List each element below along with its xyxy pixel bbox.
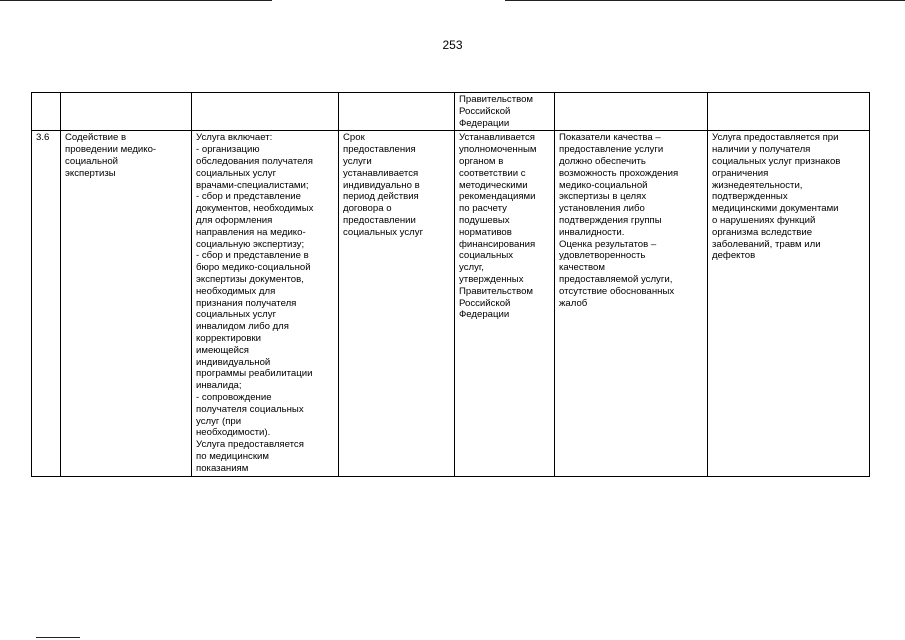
cell-line: должно обеспечить [559,155,646,167]
cell-line: Содействие в [65,132,127,144]
cell-line: Федерации [459,309,510,321]
cell-line: индивидуально в [343,179,420,191]
cell-service-name [61,131,192,476]
cell-service-term [339,131,455,476]
cell-line: Услуга включает: [196,132,273,144]
cell-line: установления либо [559,203,645,215]
cell-empty [555,93,708,131]
cell-line: социальной [65,155,119,167]
cell-line: по расчету [459,203,507,215]
cell-empty [192,93,339,131]
services-table [31,92,870,477]
cell-norm-continuation [455,93,555,131]
cell-line: показаниям [196,462,249,474]
cell-empty [708,93,870,131]
cell-line: Услуга предоставляется [196,439,304,451]
cell-line: экспертизы [65,167,116,179]
cell-line: предоставляемой услуги, [559,273,673,285]
cell-line: предоставлении [343,214,416,226]
cell-line: подушевых [459,214,510,226]
cell-line: устанавливается [343,167,419,179]
scan-edge-top-left [0,0,272,1]
cell-line: подтвержденных [712,191,788,203]
cell-line: врачами-специалистами; [196,179,309,191]
cell-line: наличии у получателя [712,144,811,156]
cell-line: проведении медико- [65,144,157,156]
page-number: 253 [442,38,463,52]
cell-line: удовлетворенность [559,250,646,262]
cell-line: программы реабилитации [196,368,313,380]
cell-line: экспертизы в целях [559,191,647,203]
cell-line: инвалида; [196,380,242,392]
cell-empty [61,93,192,131]
cell-line: для оформления [196,214,273,226]
cell-line: - сбор и представление в [196,250,309,262]
table-row-service [32,131,870,476]
cell-line: жизнедеятельности, [712,179,803,191]
cell-line: социальных услуг [196,167,277,179]
cell-line: Российской [459,297,511,309]
cell-service-content [192,131,339,476]
cell-line: Федерации [459,117,510,129]
cell-line: Устанавливается [459,132,535,144]
cell-line: организма вследствие [712,226,813,238]
cell-line: социальную экспертизу; [196,238,305,250]
cell-line: Правительством [459,285,534,297]
cell-line: признания получателя [196,297,297,309]
cell-line: методическими [459,179,528,191]
cell-line: Правительством [459,94,534,105]
cell-line: по медицинским [196,450,269,462]
cell-line: обследования получателя [196,155,313,167]
cell-line: - сопровождение [196,391,272,403]
cell-line: услуг, [459,262,484,274]
cell-line: социальных услуг признаков [712,155,841,167]
scan-edge-bottom-left [36,637,80,638]
cell-line: качеством [559,262,605,274]
cell-line: социальных услуг [343,226,424,238]
scan-edge-top-right [505,0,905,1]
cell-line: Услуга предоставляется при [712,132,839,144]
cell-line: Срок [343,132,365,144]
cell-line: экспертизы документов, [196,273,304,285]
cell-line: получателя социальных [196,403,304,415]
cell-line: рекомендациями [459,191,536,203]
cell-line: возможность прохождения [559,167,679,179]
cell-line: корректировки [196,332,262,344]
cell-line: - организацию [196,144,260,156]
cell-line: направления на медико- [196,226,306,238]
cell-line: Показатели качества – [559,132,661,144]
cell-line: Российской [459,105,511,117]
cell-line: имеющейся [196,344,249,356]
cell-line: уполномоченным [459,144,537,156]
cell-line: бюро медико-социальной [196,262,311,274]
cell-line: инвалидности. [559,226,625,238]
cell-line: утвержденных [459,273,524,285]
cell-number [32,131,61,476]
cell-line: нормативов [459,226,512,238]
cell-empty [339,93,455,131]
cell-line: необходимых для [196,285,276,297]
cell-line: органом в [459,155,504,167]
cell-line: услуг (при [196,415,242,427]
cell-line: о нарушениях функций [712,214,816,226]
cell-line: отсутствие обоснованных [559,285,675,297]
cell-quality-indicators [555,131,708,476]
cell-line: социальных [459,250,514,262]
cell-line: период действия [343,191,419,203]
cell-line: предоставления [343,144,416,156]
cell-line: медицинскими документами [712,203,839,215]
cell-empty [32,93,61,131]
cell-line: жалоб [559,297,588,309]
cell-line: подтверждения группы [559,214,662,226]
cell-line: - сбор и представление [196,191,301,203]
cell-conditions [708,131,870,476]
cell-line: услуги [343,155,372,167]
cell-line: документов, необходимых [196,203,314,215]
cell-line: ограничения [712,167,769,179]
cell-line: финансирования [459,238,536,250]
cell-line: предоставление услуги [559,144,664,156]
table-row-continuation [32,93,870,131]
cell-line: Оценка результатов – [559,238,657,250]
row-number: 3.6 [36,132,50,144]
cell-funding-norm [455,131,555,476]
cell-line: инвалидом либо для [196,321,289,333]
cell-line: соответствии с [459,167,526,179]
cell-line: медико-социальной [559,179,648,191]
cell-line: социальных услуг [196,309,277,321]
cell-line: заболеваний, травм или [712,238,821,250]
cell-line: необходимости). [196,427,271,439]
cell-line: дефектов [712,250,756,262]
cell-line: договора о [343,203,392,215]
cell-line: индивидуальной [196,356,271,368]
